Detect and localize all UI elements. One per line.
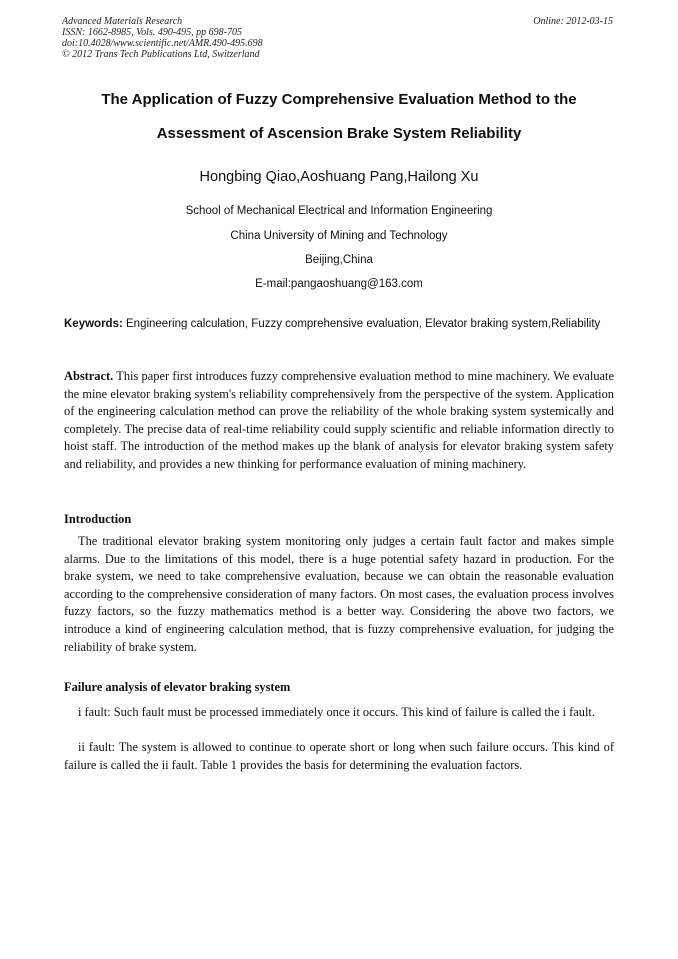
paper-title-line-1: The Application of Fuzzy Comprehensive Evaluation Method to the [101, 91, 577, 108]
paper-title-line-2: Assessment of Ascension Brake System Reliability [156, 125, 522, 142]
introduction-heading: Introduction [64, 512, 132, 526]
author-list: Hongbing Qiao,Aoshuang Pang,Hailong Xu [199, 169, 479, 185]
abstract-text: This paper first introduces fuzzy comprehensive evaluation method to mine machinery. We evaluate the mine elevator braking system's reliability comprehensively from the perspective of the system. Application of the engineering calculation method can prove the reliability of the whole braking system systemically and completely. The precise data of real-time reliability could supply scientific and reliable information directly to hoist staff. The introduction of the method makes up the blank of analysis for elevator braking system safety and reliability, and provides a new thinking for performance evaluation of mining machinery. [64, 369, 614, 471]
failure-analysis-heading: Failure analysis of elevator braking system [64, 680, 291, 694]
online-date: Online: 2012-03-15 [533, 16, 613, 27]
doi-line: doi:10.4028/www.scientific.net/AMR.490-495.698 [62, 38, 263, 49]
issn-line: ISSN: 1662-8985, Vols. 490-495, pp 698-705 [62, 27, 242, 38]
fault-ii-paragraph: ii fault: The system is allowed to continue to operate short or long when such failure occurs. This kind of failure is called the ii fault. Table 1 provides the basis for determining the evaluation factors. [64, 740, 614, 772]
fault-i-paragraph: i fault: Such fault must be processed immediately once it occurs. This kind of failure is called the i fault. [78, 705, 595, 719]
affiliation-city: Beijing,China [305, 254, 373, 266]
keywords-block [64, 316, 614, 332]
journal-header [62, 16, 263, 60]
author-email: E-mail:pangaoshuang@163.com [255, 278, 423, 290]
keywords-label: Keywords: [64, 318, 123, 330]
affiliation-school: School of Mechanical Electrical and Information Engineering [185, 205, 493, 217]
abstract-block [64, 368, 614, 474]
affiliation-university: China University of Mining and Technology [230, 230, 448, 242]
abstract-label: Abstract. [64, 369, 114, 383]
introduction-paragraph: The traditional elevator braking system monitoring only judges a certain fault factor and makes simple alarms. Due to the limitations of this model, there is a huge potential safety hazard in production. For the brake system, we need to take comprehensive evaluation, because we can obtain the reasonable evaluation according to the comprehensive consideration of many factors. On most cases, the evaluation process involves fuzzy factors, so the fuzzy mathematics method is a better way. Considering the above two factors, we introduce a kind of engineering calculation method, that is fuzzy comprehensive evaluation, for judging the reliability of brake system. [64, 534, 614, 654]
keywords-text: Engineering calculation, Fuzzy comprehensive evaluation, Elevator braking system,Reliability [126, 318, 601, 330]
copyright-line: © 2012 Trans Tech Publications Ltd, Switzerland [62, 49, 260, 60]
journal-name: Advanced Materials Research [62, 16, 183, 27]
